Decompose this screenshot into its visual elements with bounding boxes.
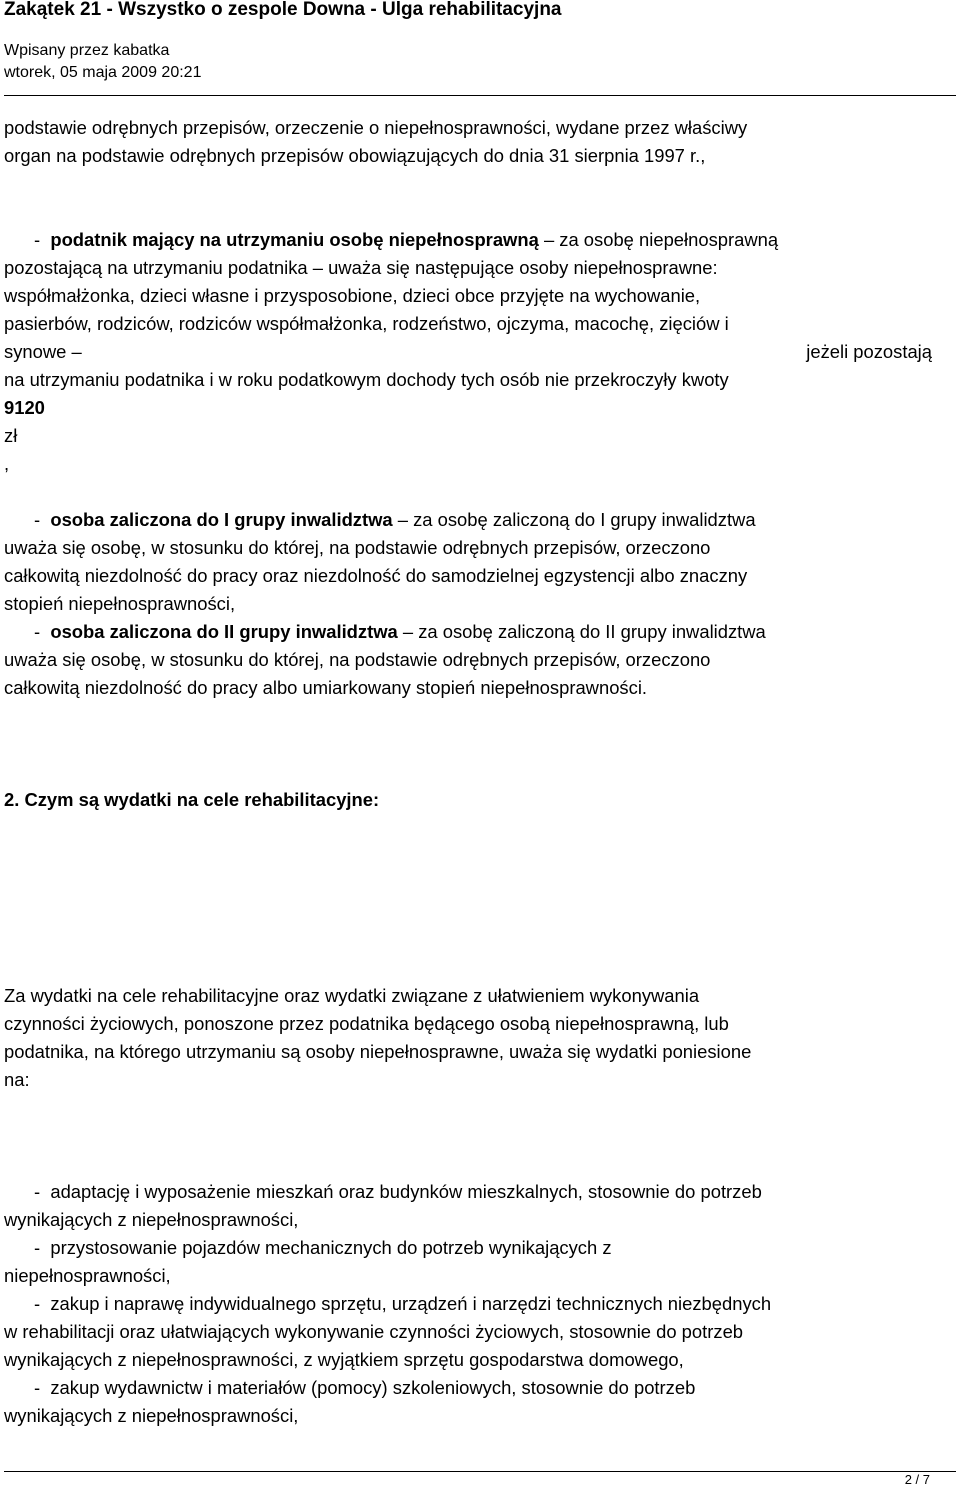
bold-term: osoba zaliczona do I grupy inwalidztwa bbox=[50, 509, 393, 530]
list-item: - zakup i naprawę indywidualnego sprzętu, urządzeń i narzędzi technicznych niezbędnych bbox=[34, 1293, 772, 1314]
text-line: pozostającą na utrzymaniu podatnika – uważa się następujące osoby niepełnosprawne: bbox=[4, 257, 718, 278]
list-item: - adaptację i wyposażenie mieszkań oraz budynków mieszkalnych, stosownie do potrzeb bbox=[34, 1181, 762, 1202]
list-item: - zakup wydawnictw i materiałów (pomocy) szkoleniowych, stosownie do potrzeb bbox=[34, 1377, 696, 1398]
list-item-podatnik: - podatnik mający na utrzymaniu osobę niepełnosprawną – za osobę niepełnosprawną bbox=[34, 229, 779, 250]
page-number: 2 / 7 bbox=[904, 1472, 930, 1487]
header-divider bbox=[4, 95, 956, 96]
amount-value: 9120 bbox=[4, 397, 45, 418]
footer-divider bbox=[4, 1471, 956, 1472]
date-line: wtorek, 05 maja 2009 20:21 bbox=[4, 64, 202, 81]
text-line: całkowitą niezdolność do pracy albo umiarkowany stopień niepełnosprawności. bbox=[4, 677, 648, 698]
list-item: - przystosowanie pojazdów mechanicznych do potrzeb wynikających z bbox=[34, 1237, 612, 1258]
text-line: uważa się osobę, w stosunku do której, na podstawie odrębnych przepisów, orzeczono bbox=[4, 537, 711, 558]
section-heading: 2. Czym są wydatki na cele rehabilitacyjne: bbox=[4, 789, 380, 810]
bold-term: podatnik mający na utrzymaniu osobę niepełnosprawną bbox=[50, 229, 539, 250]
text-line: synowe – jeżeli pozostają bbox=[4, 341, 932, 362]
text-line: na: bbox=[4, 1069, 30, 1090]
text-line: wynikających z niepełnosprawności, bbox=[4, 1209, 299, 1230]
text-line: uważa się osobę, w stosunku do której, na podstawie odrębnych przepisów, orzeczono bbox=[4, 649, 711, 670]
list-item-grupa-1: - osoba zaliczona do I grupy inwalidztwa – za osobę zaliczoną do I grupy inwalidztwa bbox=[34, 509, 756, 530]
list-item-grupa-2: - osoba zaliczona do II grupy inwalidztwa – za osobę zaliczoną do II grupy inwalidztwa bbox=[34, 621, 766, 642]
document-body bbox=[4, 114, 956, 1430]
text-line: podstawie odrębnych przepisów, orzeczenie o niepełnosprawności, wydane przez właściwy bbox=[4, 117, 748, 138]
text-line: podatnika, na którego utrzymaniu są osoby niepełnosprawne, uważa się wydatki poniesione bbox=[4, 1041, 752, 1062]
bold-term: osoba zaliczona do II grupy inwalidztwa bbox=[50, 621, 398, 642]
text-line: pasierbów, rodziców, rodziców współmałżonka, rodzeństwo, ojczyma, macochę, zięciów i bbox=[4, 313, 729, 334]
text-line: niepełnosprawności, bbox=[4, 1265, 171, 1286]
text-line: w rehabilitacji oraz ułatwiających wykonywanie czynności życiowych, stosownie do potrzeb bbox=[4, 1321, 744, 1342]
currency-label: zł bbox=[4, 425, 18, 446]
comma: , bbox=[4, 453, 10, 474]
text-line: czynności życiowych, ponoszone przez podatnika będącego osobą niepełnosprawną, lub bbox=[4, 1013, 729, 1034]
text-line: współmałżonka, dzieci własne i przysposobione, dzieci obce przyjęte na wychowanie, bbox=[4, 285, 701, 306]
author-line: Wpisany przez kabatka bbox=[4, 42, 170, 59]
text-line: organ na podstawie odrębnych przepisów obowiązujących do dnia 31 sierpnia 1997 r., bbox=[4, 145, 706, 166]
page-header bbox=[4, 0, 956, 84]
text-line: na utrzymaniu podatnika i w roku podatkowym dochody tych osób nie przekroczyły kwoty bbox=[4, 369, 729, 390]
text-line: wynikających z niepełnosprawności, z wyjątkiem sprzętu gospodarstwa domowego, bbox=[4, 1349, 684, 1370]
document-title: Zakątek 21 - Wszystko o zespole Downa - Ulga rehabilitacyjna bbox=[4, 0, 562, 20]
text-line: Za wydatki na cele rehabilitacyjne oraz wydatki związane z ułatwieniem wykonywania bbox=[4, 985, 700, 1006]
text-line: stopień niepełnosprawności, bbox=[4, 593, 236, 614]
text-line: całkowitą niezdolność do pracy oraz niezdolność do samodzielnej egzystencji albo znaczny bbox=[4, 565, 748, 586]
text-line: wynikających z niepełnosprawności, bbox=[4, 1405, 299, 1426]
